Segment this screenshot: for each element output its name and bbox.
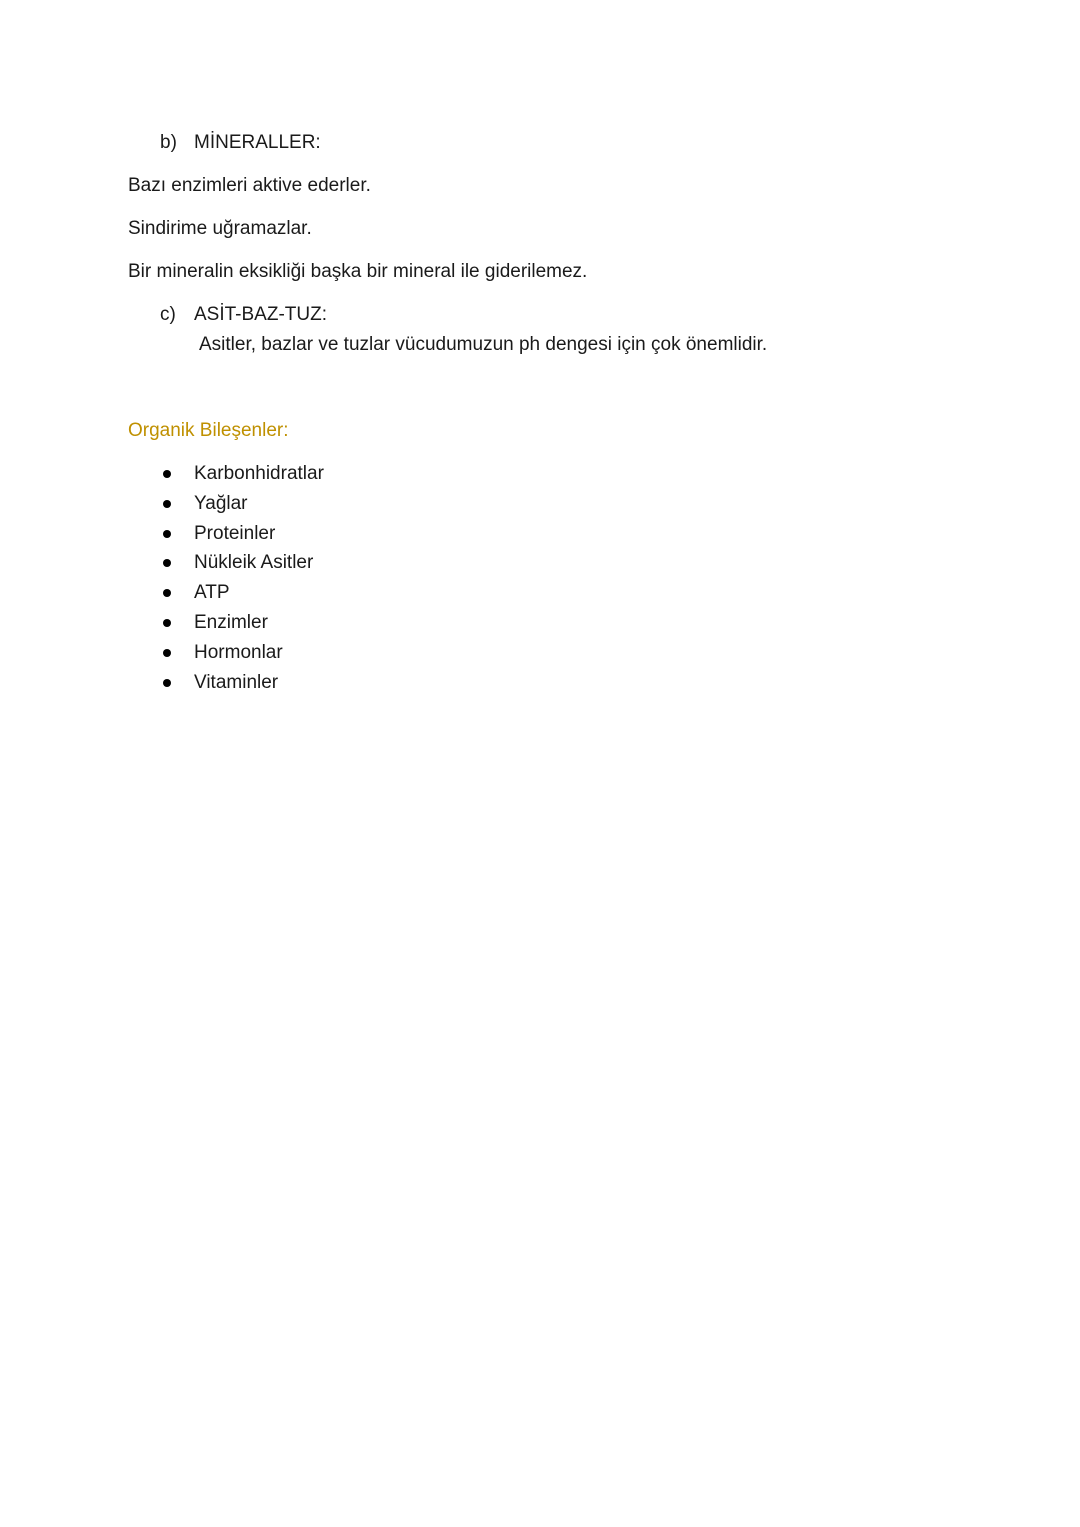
list-item xyxy=(160,641,324,671)
section-c-title: ASİT-BAZ-TUZ: xyxy=(194,304,327,325)
bullet-icon xyxy=(163,589,171,597)
list-item xyxy=(160,671,324,701)
section-b-title: MİNERALLER: xyxy=(194,132,321,153)
organic-list xyxy=(160,462,324,700)
list-item-label: Enzimler xyxy=(194,611,268,633)
bullet-icon xyxy=(163,679,171,687)
bullet-icon xyxy=(163,500,171,508)
list-item xyxy=(160,581,324,611)
bullet-icon xyxy=(163,619,171,627)
paragraph-enzymes: Bazı enzimleri aktive ederler. xyxy=(128,175,371,196)
bullet-icon xyxy=(163,470,171,478)
list-item xyxy=(160,522,324,552)
organic-heading: Organik Bileşenler: xyxy=(128,420,289,441)
bullet-icon xyxy=(163,649,171,657)
list-item-label: Proteinler xyxy=(194,522,276,544)
paragraph-deficiency: Bir mineralin eksikliği başka bir mineral ile giderilemez. xyxy=(128,261,588,282)
list-item-label: Karbonhidratlar xyxy=(194,463,324,484)
section-c-marker: c) xyxy=(160,304,176,325)
list-item xyxy=(160,462,324,492)
list-item-label: ATP xyxy=(194,582,230,604)
paragraph-digestion: Sindirime uğramazlar. xyxy=(128,218,312,239)
list-item xyxy=(160,611,324,641)
list-item-label: Vitaminler xyxy=(194,671,279,693)
list-item-label: Hormonlar xyxy=(194,641,283,663)
bullet-icon xyxy=(163,530,171,538)
list-item xyxy=(160,492,324,522)
list-item-label: Yağlar xyxy=(194,492,248,514)
list-item xyxy=(160,551,324,581)
list-item-label: Nükleik Asitler xyxy=(194,552,314,574)
section-c-text: Asitler, bazlar ve tuzlar vücudumuzun ph dengesi için çok önemlidir. xyxy=(199,334,768,355)
bullet-icon xyxy=(163,559,171,567)
section-b-marker: b) xyxy=(160,132,177,153)
